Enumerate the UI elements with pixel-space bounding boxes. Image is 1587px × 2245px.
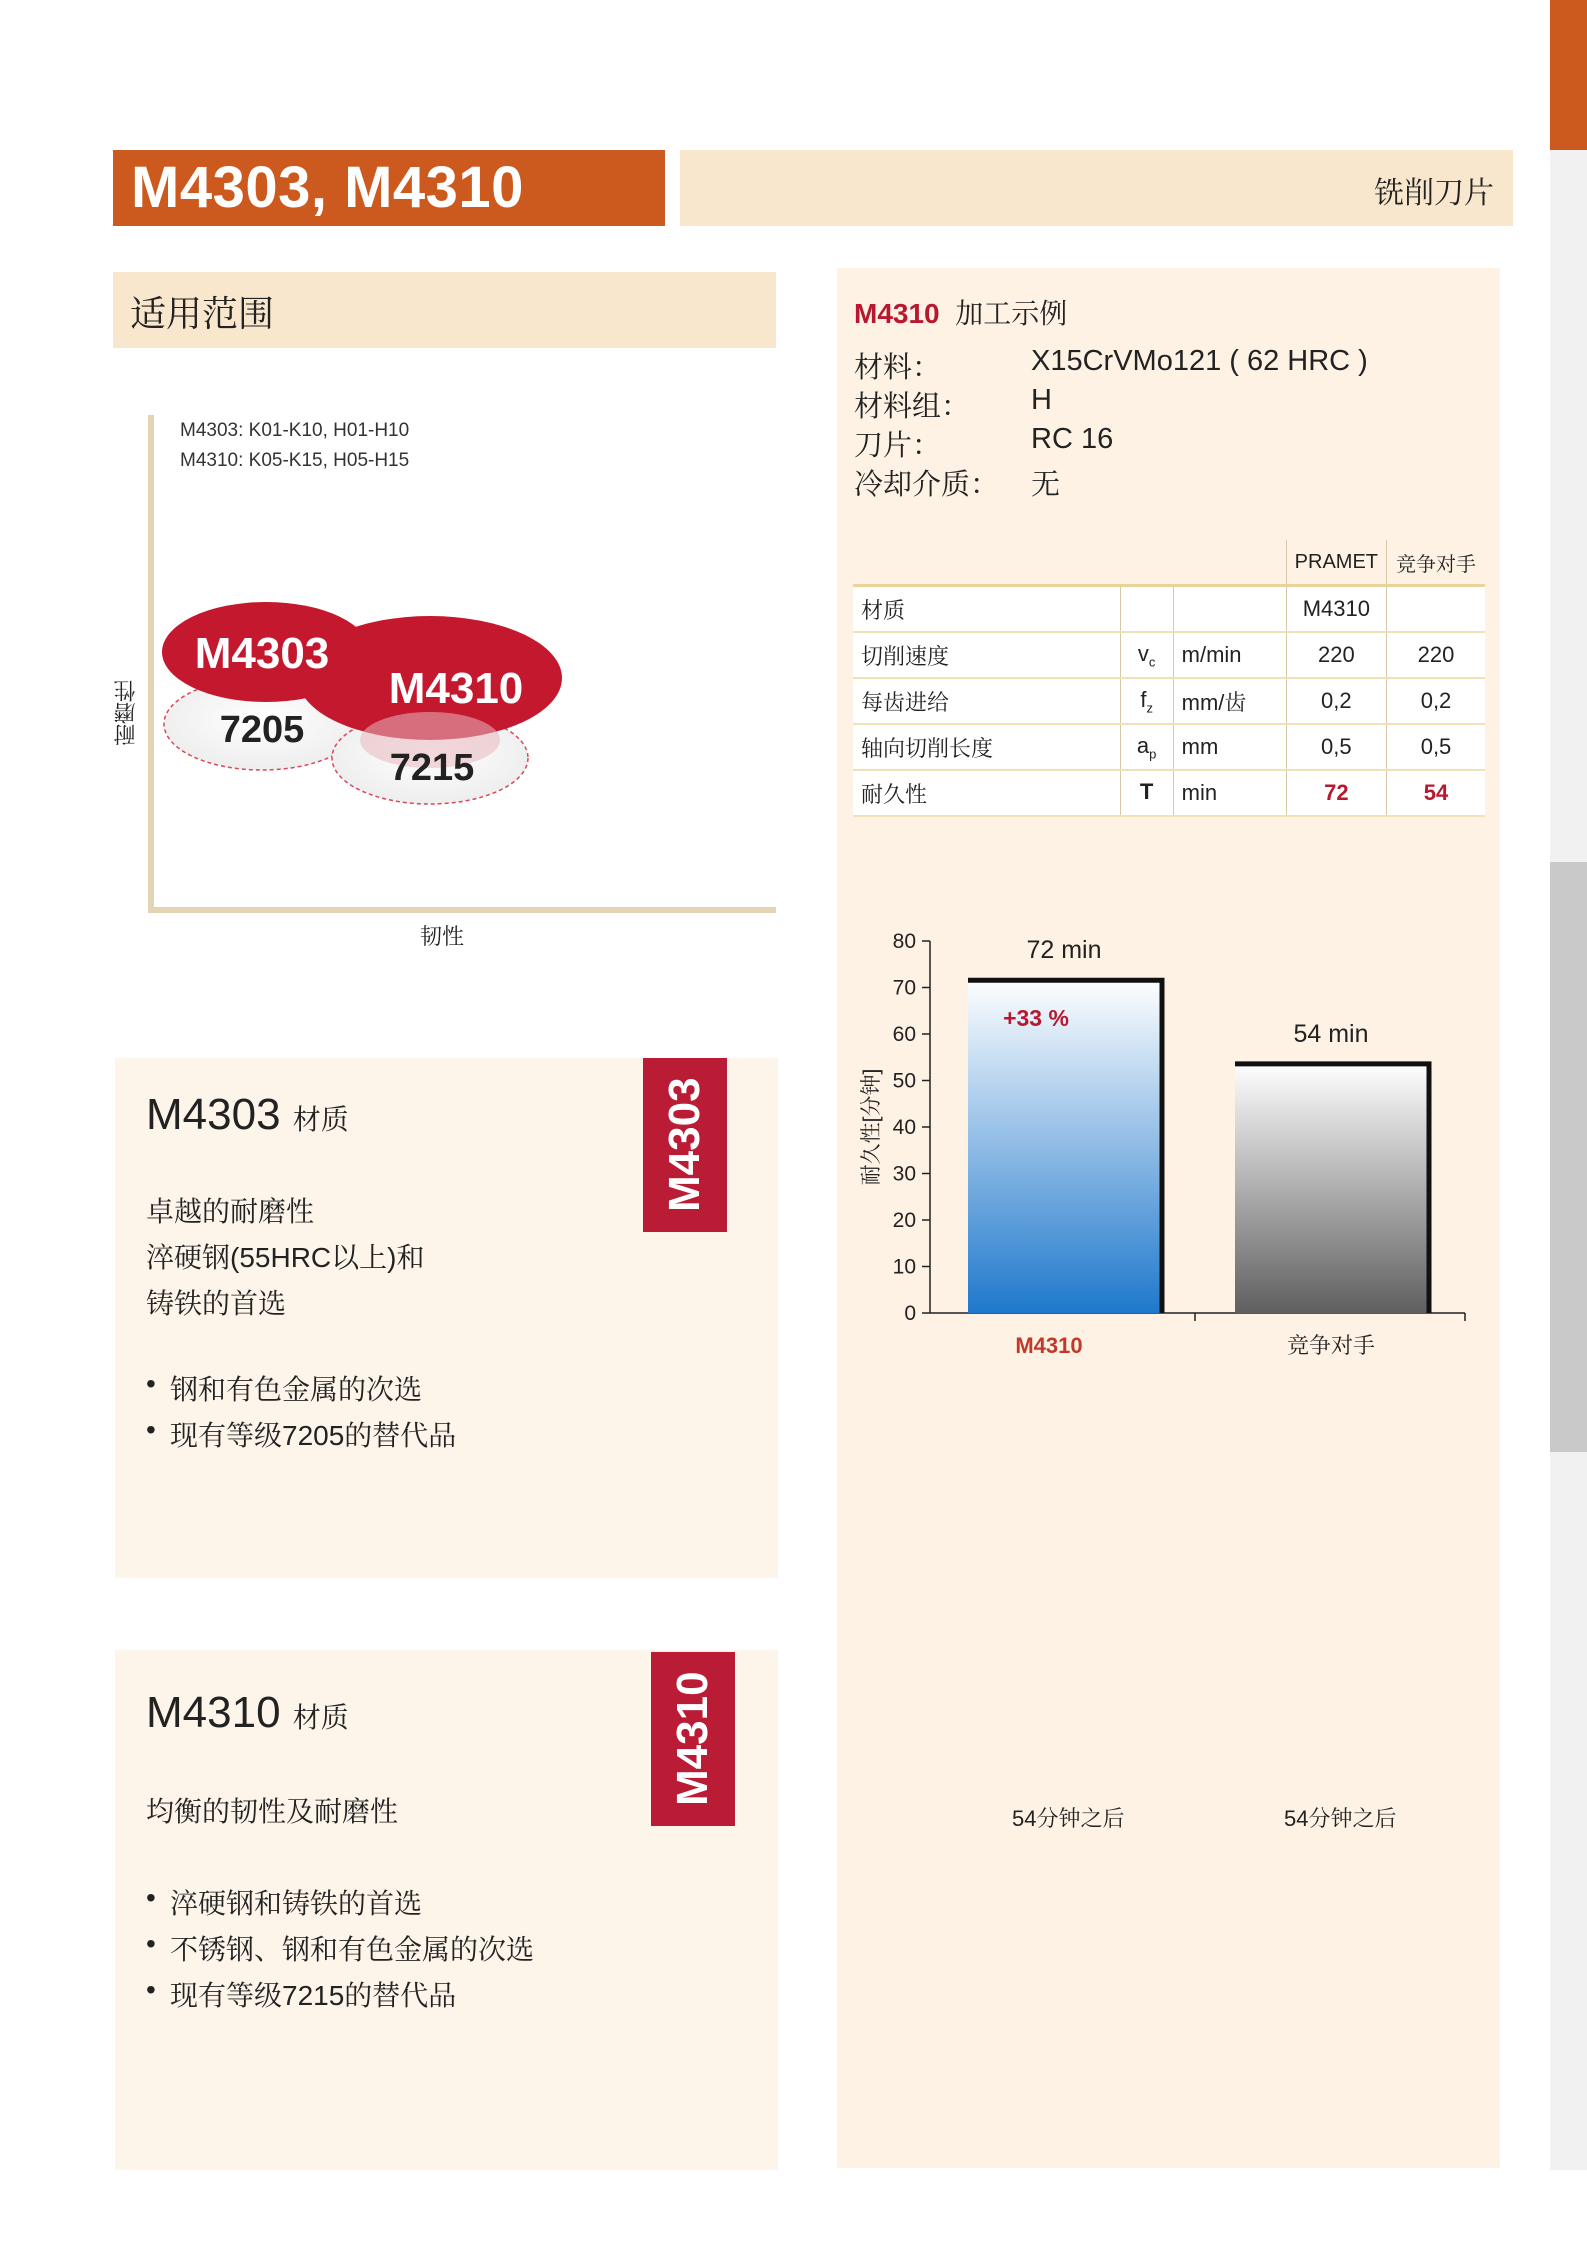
table-row: 每齿进给 $f_z$ mm/齿 0,2 0,2 <box>853 678 1485 724</box>
y-tick-label: 30 <box>892 1162 916 1186</box>
tool-life-chart <box>850 920 1490 1370</box>
range-m4303: M4303: K01-K10, H01-H10 <box>180 420 410 441</box>
y-tick-label: 70 <box>892 976 916 1000</box>
improvement-annotation: +33 % <box>1003 1005 1069 1032</box>
applicability-title: 适用范围 <box>130 293 275 334</box>
spec-label-group: 材料组： <box>854 391 971 423</box>
table-row: 材质 M4310 <box>853 586 1485 633</box>
edge-tab-gray <box>1550 862 1587 1452</box>
category-label: 铣削刀片 <box>1374 177 1494 210</box>
edge-tab-orange <box>1550 0 1587 150</box>
card-m4310-bullet-2: • 不锈钢、钢和有色金属的次选 <box>170 1928 534 1968</box>
grade-bubble-diagram <box>150 590 600 810</box>
table-header-row <box>853 540 1485 586</box>
page-title: M4303, M4310 <box>131 155 524 220</box>
grade-tab-m4303: M4303 <box>643 1058 727 1232</box>
spec-value-group: H <box>1031 384 1052 416</box>
y-tick-label: 10 <box>892 1255 916 1279</box>
y-tick-label: 80 <box>892 930 916 953</box>
col-competitor: 竞争对手 <box>1387 540 1486 586</box>
toughness-label: 韧性 <box>420 924 465 949</box>
bubble-m4303-label: M4303 <box>194 629 330 678</box>
table-row: 切削速度 $v_c$ m/min 220 220 <box>853 632 1485 678</box>
grade-tab-m4310: M4310 <box>651 1652 735 1826</box>
spec-value-material: X15CrVMo121 ( 62 HRC ) <box>1031 345 1368 377</box>
range-m4310: M4310: K05-K15, H05-H15 <box>180 450 410 471</box>
y-tick-label: 40 <box>892 1116 916 1139</box>
spec-label-material: 材料： <box>854 352 942 384</box>
category-label: M4310 <box>1015 1333 1083 1358</box>
wear-resistance-label: 耐磨性 <box>113 680 138 746</box>
toughness-axis <box>148 907 776 913</box>
card-m4303-bullet-1: • 钢和有色金属的次选 <box>170 1368 422 1408</box>
y-tick-label: 60 <box>892 1023 916 1046</box>
bubble-7205-label: 7205 <box>219 709 305 751</box>
photo-caption-competitor: 54分钟之后 <box>1284 1806 1397 1831</box>
category-label: 竞争对手 <box>1286 1333 1376 1358</box>
card-m4303-line-1: 卓越的耐磨性 <box>146 1196 315 1227</box>
card-m4310-line-1: 均衡的韧性及耐磨性 <box>146 1796 399 1827</box>
table-row: 轴向切削长度 $a_p$ mm 0,5 0,5 <box>853 724 1485 770</box>
card-m4310-title: M4310 材质 <box>146 1688 349 1737</box>
card-m4303-title: M4303 材质 <box>146 1090 349 1139</box>
example-heading <box>854 292 1067 332</box>
bar-value-label: 54 min <box>1293 1019 1369 1048</box>
edge-tab-light-2 <box>1550 1452 1587 2170</box>
bubble-m4310-label: M4310 <box>388 664 524 713</box>
bar-value-label: 72 min <box>1026 936 1102 965</box>
spec-label-coolant: 冷却介质： <box>854 469 1000 501</box>
y-tick-label: 50 <box>892 1069 916 1093</box>
photo-caption-m4310: 54分钟之后 <box>1012 1806 1125 1831</box>
card-m4310-bullet-3: • 现有等级7215的替代品 <box>170 1974 456 2014</box>
example-grade: M4310 <box>854 298 940 329</box>
spec-label-insert: 刀片： <box>854 430 942 462</box>
y-tick-label: 20 <box>892 1209 916 1232</box>
cutting-conditions-table <box>853 540 1485 817</box>
card-m4303-bullet-2: • 现有等级7205的替代品 <box>170 1414 456 1454</box>
edge-tab-light-1 <box>1550 150 1587 862</box>
bar-competitor <box>1235 1062 1427 1313</box>
card-m4310-bullet-1: • 淬硬钢和铸铁的首选 <box>170 1882 422 1922</box>
spec-value-coolant: 无 <box>1031 469 1061 501</box>
example-title: 加工示例 <box>955 298 1068 329</box>
table-row: 耐久性 T min 72 54 <box>853 770 1485 816</box>
y-axis-title: 耐久性[分钟] <box>860 1068 883 1186</box>
card-m4303-line-2: 淬硬钢(55HRC以上)和 <box>146 1242 425 1273</box>
card-m4303-line-3: 铸铁的首选 <box>146 1288 287 1319</box>
col-pramet: PRAMET <box>1286 540 1386 586</box>
bubble-7215-label: 7215 <box>389 747 475 789</box>
y-tick-label: 0 <box>904 1302 916 1325</box>
spec-value-insert: RC 16 <box>1031 423 1114 455</box>
